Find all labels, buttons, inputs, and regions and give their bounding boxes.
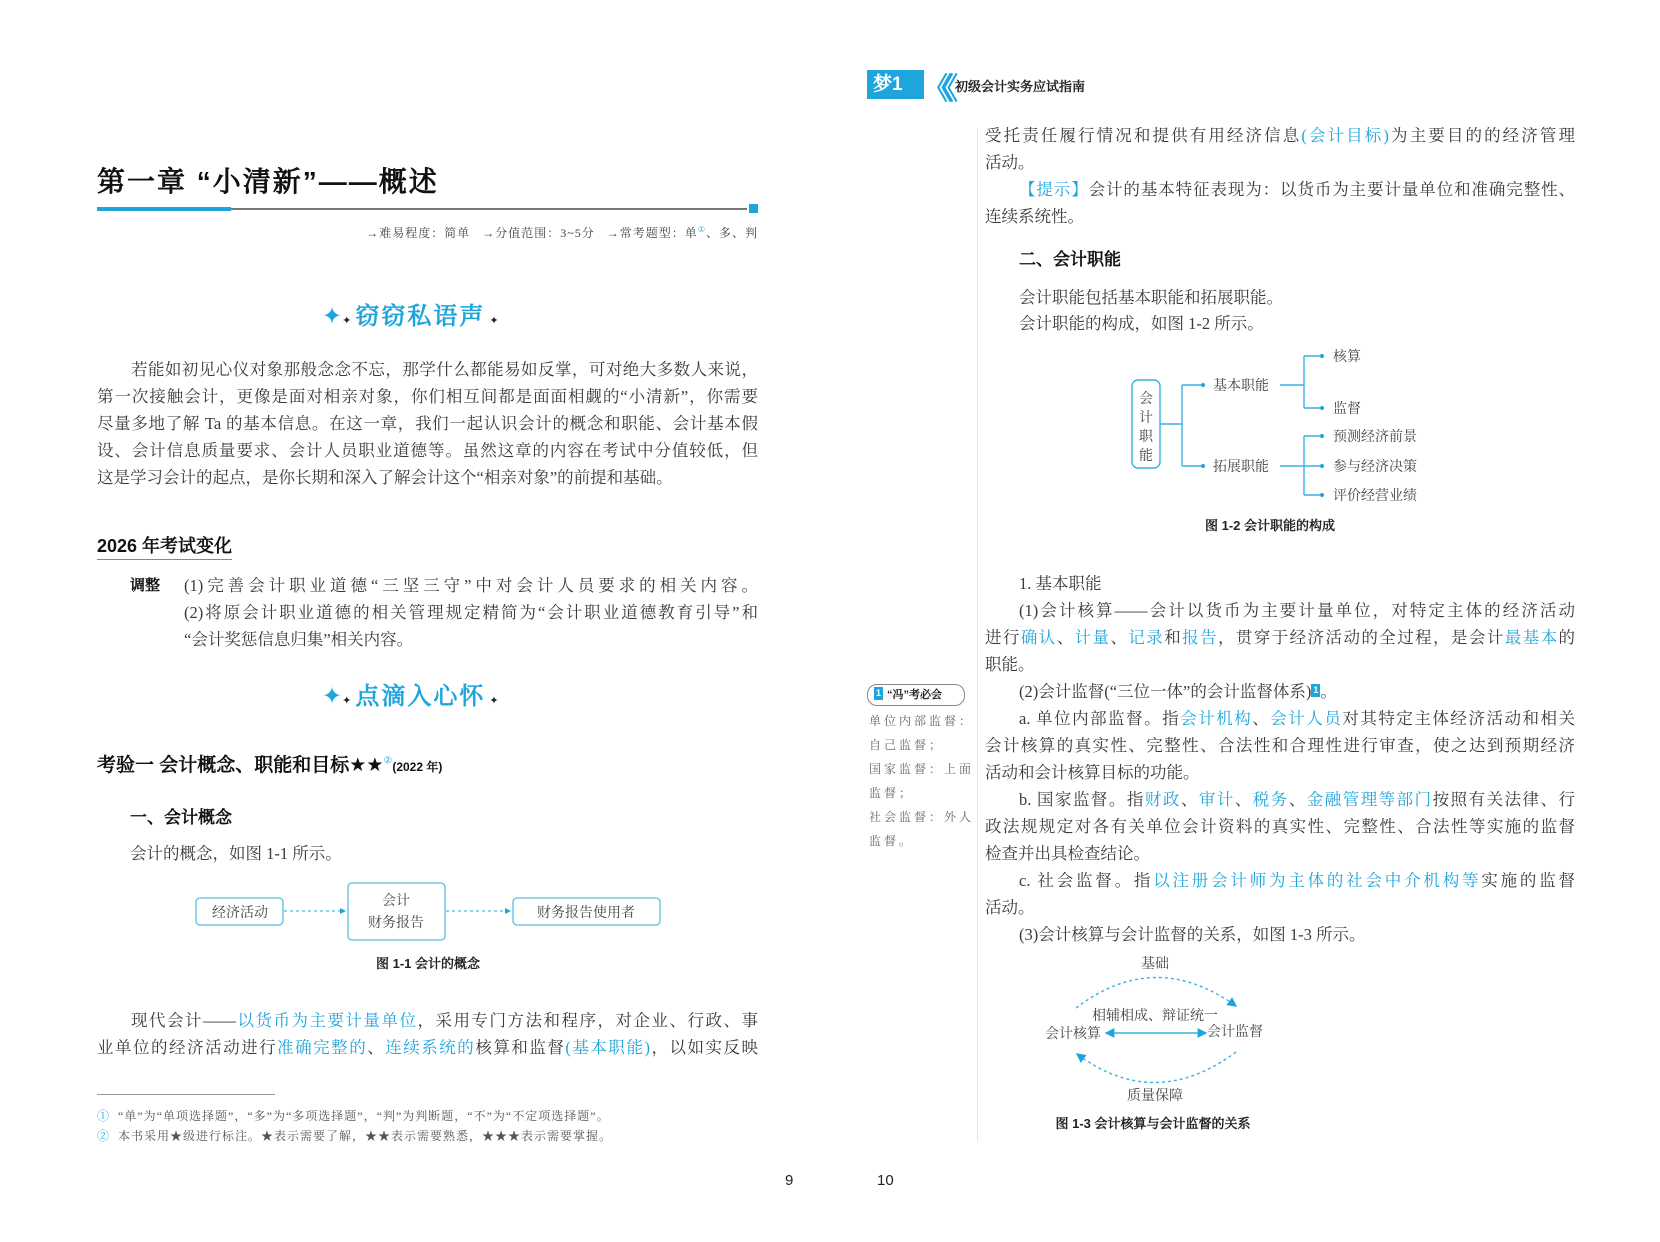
figure-caption: 图 1-3 会计核算与会计监督的关系 [1055, 1116, 1251, 1131]
text-run: 为主要目的的经济管理 [1388, 126, 1575, 145]
side-note-line: 单位内部监督： [869, 714, 975, 728]
side-note-title: “冯”考必会 [887, 689, 942, 701]
root-label: 会 [1139, 392, 1153, 407]
footnote-mark: ② [97, 1129, 111, 1143]
chapter-title: 第一章 “小清新”——概述 [97, 166, 439, 197]
section-title: 窃窃私语声 [355, 303, 486, 330]
highlight-text: 【提示】 [1019, 180, 1089, 199]
box-label: 会计 [382, 894, 410, 909]
text-run: 、 [1252, 709, 1271, 728]
concept-intro: 会计的概念，如图 1-1 所示。 [130, 844, 342, 863]
sparkle-small-icon: ✦ [342, 315, 352, 327]
note-marker-icon: 1 [1313, 685, 1319, 695]
question-types: →常考题型：单 [606, 226, 698, 240]
exam-changes-heading: 2026 年考试变化 [97, 532, 232, 560]
text-run: 按照有关法律、行 [1432, 790, 1575, 809]
sparkle-small-icon: ✦ [489, 695, 499, 707]
highlight-text: 报告 [1182, 628, 1218, 647]
text-run: (1)会计核算——会计以货币为主要计量单位，对特定主体的经济活动 [1019, 601, 1575, 620]
side-note-line: 监督； [869, 786, 915, 800]
node-accounting: 会计核算 [1045, 1027, 1101, 1042]
text-run: 这是学习会计的起点，是你长期和深入了解会计这个“相亲对象”的前提和基础。 [97, 468, 673, 487]
text-run: ，以如实反映 [649, 1038, 758, 1057]
text-run: 设、会计信息质量要求、会计人员职业道德等。虽然这章的内容在考试中分值较低，但 [97, 441, 758, 460]
text-line [985, 705, 1575, 732]
text-run: 。 [1320, 682, 1337, 701]
leaf-label: 参与经济决策 [1333, 460, 1417, 475]
node-supervision: 会计监督 [1207, 1025, 1263, 1040]
bookmark-icon: 1 [875, 688, 881, 698]
highlight-text: 以注册会计师为主体的社会中介机构等 [1153, 871, 1482, 890]
side-note [869, 709, 974, 853]
root-label: 计 [1139, 411, 1153, 426]
figure-caption: 图 1-2 会计职能的构成 [1204, 518, 1336, 533]
text-run: 政法规规定对各有关单位会计资料的真实性、完整性、合法性等实施的监督 [985, 817, 1575, 836]
text-run: 1. 基本职能 [1019, 574, 1102, 593]
text-run: (3)会计核算与会计监督的关系，如图 1-3 所示。 [1019, 925, 1366, 944]
text-line [985, 624, 1575, 651]
footnote-mark: ① [97, 1109, 111, 1123]
arc-label-bottom: 质量保障 [1127, 1089, 1183, 1104]
leaf-label: 核算 [1333, 350, 1361, 365]
sparkle-icon: ✦ [322, 684, 343, 710]
leaf-label: 监督 [1333, 402, 1361, 417]
leaf-label: 预测经济前景 [1333, 430, 1417, 445]
text-run: 若能如初见心仪对象那般念念不忘，那学什么都能易如反掌，可对绝大多数人来说， [131, 360, 758, 379]
chevrons-icon: 《《 [922, 73, 949, 106]
highlight-text: 以货币为主要计量单位 [236, 1011, 418, 1030]
text-run: 第一次接触会计，更像是面对相亲对象，你们相互间都是面面相觑的“小清新”，你需要 [97, 387, 758, 406]
text-line [985, 570, 1575, 597]
text-line [985, 678, 1575, 705]
root-label: 能 [1139, 449, 1153, 464]
subheading-functions: 二、会计职能 [1019, 250, 1121, 269]
header-title: 初级会计实务应试指南 [955, 79, 1086, 94]
topic-year: (2022 年) [392, 760, 443, 774]
text-line [985, 921, 1575, 948]
text-run: c. 社会监督。指 [1019, 871, 1154, 890]
highlight-text: 最基本 [1504, 628, 1559, 647]
sparkle-small-icon: ✦ [489, 315, 499, 327]
text-run: 会计核算的真实性、完整性、合法性和合理性进行审查，使之达到预期经济 [985, 736, 1575, 755]
text-line [985, 786, 1575, 813]
text-line [985, 894, 1575, 921]
highlight-text: 税务 [1252, 790, 1289, 809]
sparkle-icon: ✦ [322, 304, 343, 330]
highlight-text: 确认 [1020, 628, 1057, 647]
changes-label: 调整 [130, 577, 161, 594]
text-line [985, 813, 1575, 840]
text-run: 、 [1056, 628, 1075, 647]
text-run: 、 [1110, 628, 1129, 647]
highlight-text: 记录 [1128, 628, 1165, 647]
highlight-text: 财政 [1144, 790, 1181, 809]
text-run: 、 [1180, 790, 1199, 809]
text-run: 活动。 [985, 153, 1035, 172]
text-run: 连续系统性。 [985, 207, 1084, 226]
star-rating: ★★ [349, 755, 384, 776]
text-run: 核算和监督 [475, 1038, 566, 1057]
highlight-text: 金融管理等部门 [1306, 790, 1433, 809]
text-run: 的 [1558, 628, 1575, 647]
basic-functions-body [985, 570, 1575, 948]
question-types-suffix: 、多、判 [705, 226, 758, 240]
text-run: b. 国家监督。指 [1019, 790, 1145, 809]
topic-title: 考验一 会计概念、职能和目标 [97, 755, 350, 776]
text-run: 对其特定主体经济活动和相关 [1342, 709, 1575, 728]
text-run: 职能。 [985, 655, 1035, 674]
highlight-text: 连续系统的 [385, 1038, 476, 1057]
footnote-text: “单”为“单项选择题”，“多”为“多项选择题”，“判”为判断题，“不”为“不定项选择题”。 [118, 1109, 610, 1123]
text-run: 、 [1234, 790, 1253, 809]
basic-functions-label: 基本职能 [1213, 379, 1269, 394]
side-note-badge [867, 684, 965, 706]
highlight-text: (会计目标) [1301, 126, 1389, 145]
text-run: “会计奖惩信息归集”相关内容。 [184, 630, 414, 649]
text-run: ，采用专门方法和程序，对企业、行政、事 [417, 1011, 758, 1030]
highlight-text: 审计 [1198, 790, 1235, 809]
text-run: 活动。 [985, 898, 1035, 917]
highlight-text: 会计机构 [1180, 709, 1253, 728]
extended-functions-label: 拓展职能 [1213, 460, 1269, 475]
text-run: (2)会计监督(“三位一体”的会计监督体系) [1019, 682, 1312, 701]
arrow-label: 相辅相成、辩证统一 [1092, 1009, 1218, 1024]
text-run: 检查并出具检查结论。 [985, 844, 1150, 863]
text-run: 业单位的经济活动进行 [97, 1038, 278, 1057]
text-run: 实施的监督 [1481, 871, 1575, 890]
side-note-line: 监督。 [869, 834, 915, 848]
footnote-ref: ② [383, 755, 393, 767]
text-run: 、 [367, 1038, 386, 1057]
difficulty: →难易程度：简单 [366, 226, 471, 240]
text-run: 会计的基本特征表现为：以货币为主要计量单位和准确完整性、 [1088, 180, 1575, 199]
text-run: 、 [1288, 790, 1307, 809]
side-note-line: 自己监督； [869, 738, 945, 752]
root-label: 职 [1139, 430, 1153, 445]
box-label: 经济活动 [212, 906, 268, 921]
functions-line: 会计职能包括基本职能和拓展职能。 [1019, 288, 1283, 307]
side-note-line: 社会监督：外人 [869, 810, 975, 824]
side-note-line: 国家监督：上面 [869, 762, 975, 776]
page-number-right: 10 [877, 1172, 894, 1189]
text-run: ，贯穿于经济活动的全过程，是会计 [1217, 628, 1505, 647]
text-line [985, 651, 1575, 678]
figure-caption: 图 1-1 会计的概念 [375, 956, 481, 971]
text-line [985, 759, 1575, 786]
text-line [985, 732, 1575, 759]
highlight-text: 会计人员 [1270, 709, 1343, 728]
highlight-text: 计量 [1074, 628, 1111, 647]
text-run: (1)完善会计职业道德“三坚三守”中对会计人员要求的相关内容。 [184, 576, 758, 595]
leaf-label: 评价经营业绩 [1333, 489, 1417, 504]
score-range: →分值范围：3~5分 [482, 226, 595, 240]
page-number-left: 9 [785, 1172, 794, 1189]
text-line [985, 840, 1575, 867]
highlight-text: (基本职能) [565, 1038, 650, 1057]
footnote-ref: ① [697, 225, 706, 234]
functions-line: 会计职能的构成，如图 1-2 所示。 [1019, 314, 1264, 333]
text-run: (2)将原会计职业道德的相关管理规定精简为“会计职业道德教育引导”和 [184, 603, 758, 622]
text-line [985, 867, 1575, 894]
sparkle-small-icon: ✦ [342, 695, 352, 707]
box-label: 财务报告使用者 [537, 906, 635, 921]
section-title: 点滴入心怀 [355, 683, 486, 710]
footnote-text: 本书采用★级进行标注。★表示需要了解，★★表示需要熟悉，★★★表示需要掌握。 [118, 1129, 613, 1143]
subheading-concept: 一、会计概念 [130, 808, 232, 827]
text-run: 和 [1164, 628, 1183, 647]
text-run: 进行 [985, 628, 1021, 647]
arc-label-top: 基础 [1141, 957, 1169, 972]
box-label: 财务报告 [368, 916, 424, 931]
text-line [985, 597, 1575, 624]
text-run: 尽量多地了解 Ta 的基本信息。在这一章，我们一起认识会计的概念和职能、会计基本假 [97, 414, 758, 433]
text-run: a. 单位内部监督。指 [1019, 709, 1181, 728]
text-run: 活动和会计核算目标的功能。 [985, 763, 1200, 782]
text-run: 受托责任履行情况和提供有用经济信息 [985, 126, 1302, 145]
highlight-text: 准确完整的 [277, 1038, 368, 1057]
header-badge-text: 梦1 [873, 74, 903, 95]
text-run: 现代会计—— [131, 1011, 236, 1030]
